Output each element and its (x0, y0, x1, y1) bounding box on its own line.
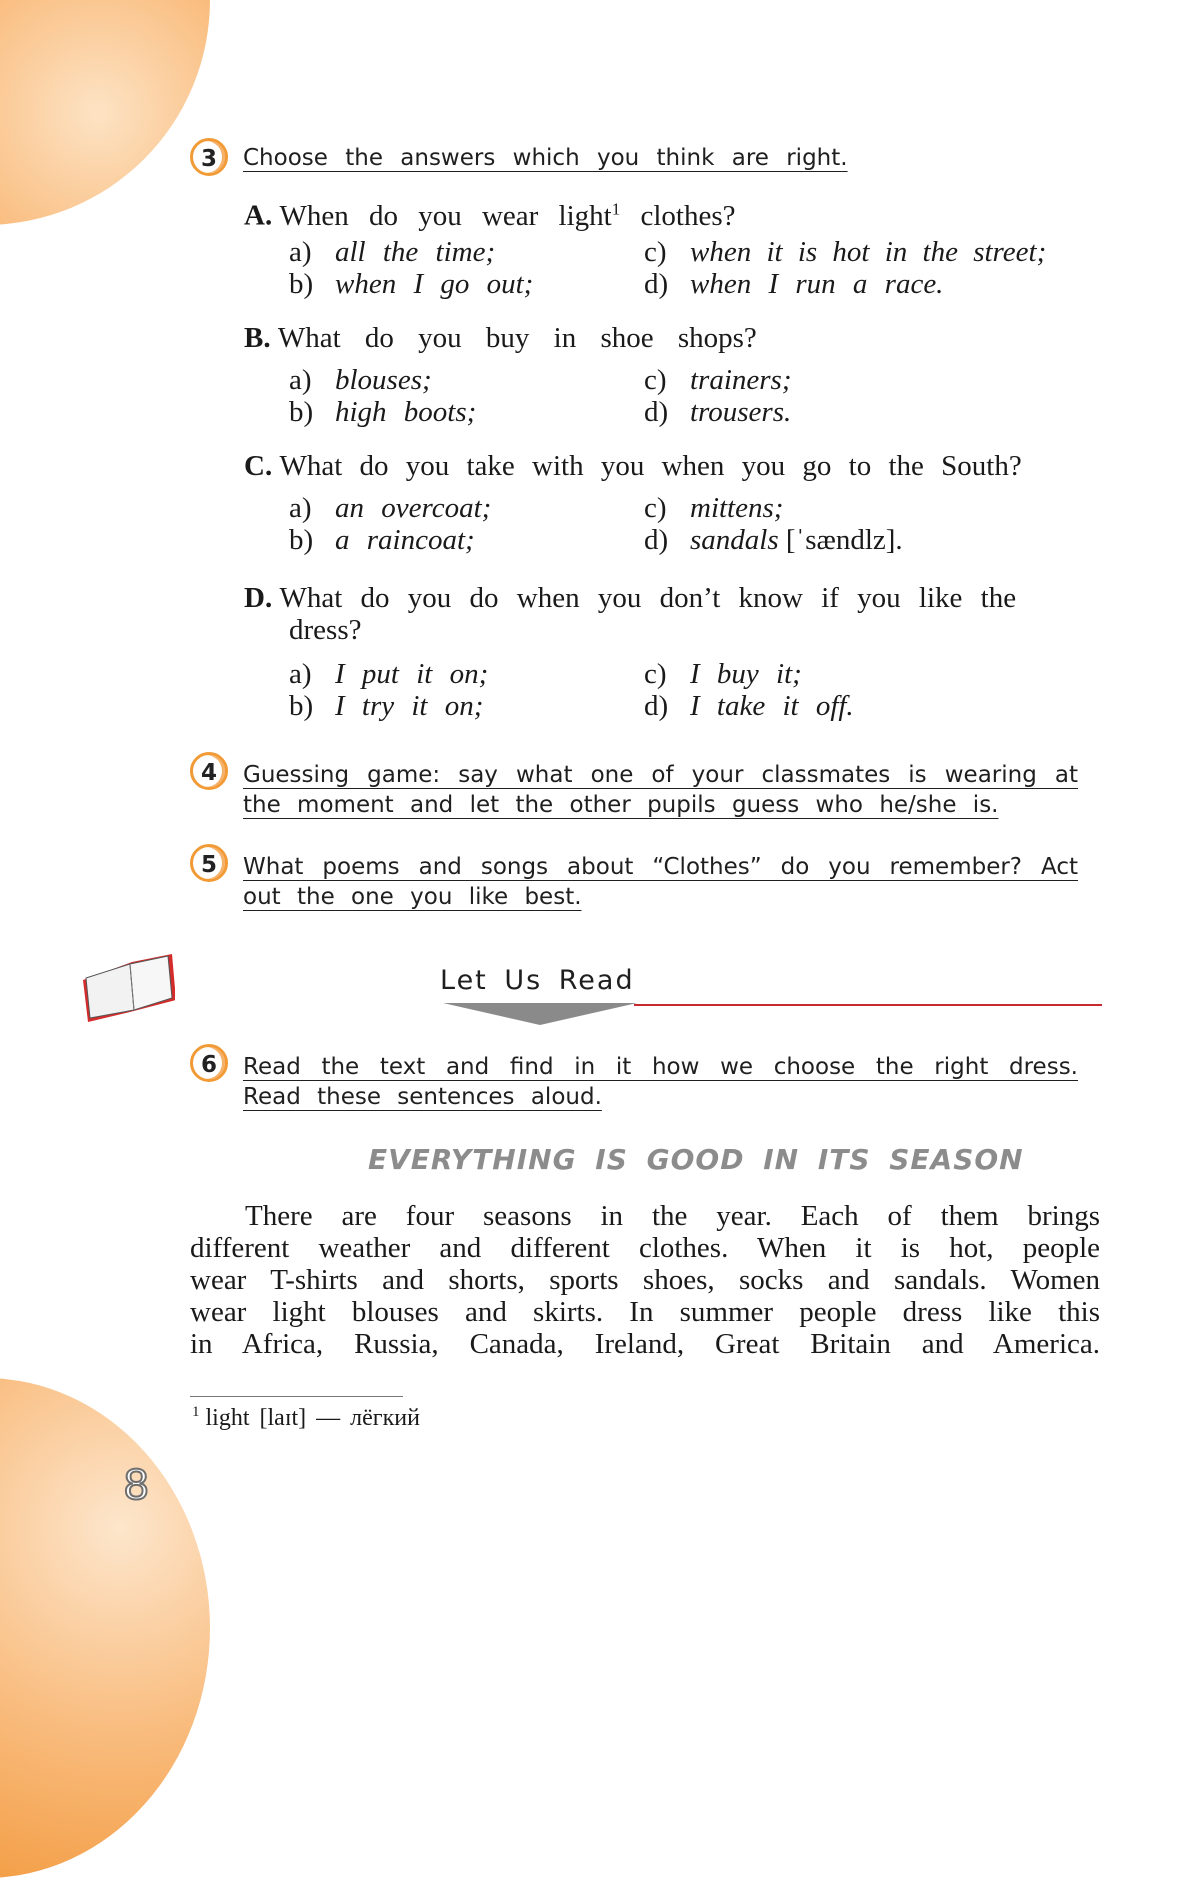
story-title: EVERYTHING IS GOOD IN ITS SEASON (368, 1143, 1024, 1176)
task-4-number-badge: 4 (190, 752, 228, 790)
task-3-number-badge: 3 (190, 138, 228, 176)
section-title: Let Us Read (440, 965, 635, 996)
question-b: B. What do you buy in shoe shops? (244, 322, 757, 354)
question-text: What do you do when you don’t know if you like the (279, 582, 1017, 614)
footnote-mark: 1 (192, 1404, 200, 1420)
question-d: D. What do you do when you don’t know if you like the dress? (244, 582, 1017, 646)
option-d-d: d) I take it off. (644, 690, 854, 722)
option-a-b: b) when I go out; (289, 268, 534, 300)
section-arrow-icon (443, 1003, 637, 1025)
question-text-line2: dress? (289, 614, 362, 646)
story-line: in Africa, Russia, Canada, Ireland, Great Britain and America. (190, 1328, 1100, 1360)
option-c-b: b) a raincoat; (289, 524, 475, 556)
section-divider (634, 1004, 1102, 1006)
option-c-c: c) mittens; (644, 492, 784, 524)
question-letter: A. (244, 199, 273, 232)
page-number: 8 (124, 1460, 149, 1509)
option-b-c: c) trainers; (644, 364, 792, 396)
task-3-instruction: Choose the answers which you think are right. (243, 145, 848, 171)
option-d-a: a) I put it on; (289, 658, 489, 690)
option-c-d: d) sandals [ˈsændlz]. (644, 524, 903, 556)
decorative-corner-bottom (0, 1378, 210, 1878)
question-c: C. What do you take with you when you go to the South? (244, 450, 1022, 482)
task-5-instruction: What poems and songs about “Clothes” do you remember? Act out the one you like best. (243, 854, 1078, 910)
footnote-divider (190, 1396, 403, 1397)
option-b-d: d) trousers. (644, 396, 792, 428)
decorative-corner-top (0, 0, 210, 225)
task-6-instruction: Read the text and find in it how we choose the right dress. Read these sentences aloud. (243, 1054, 1078, 1110)
story-line: wear T-shirts and shorts, sports shoes, socks and sandals. Women (190, 1264, 1100, 1296)
story-line: There are four seasons in the year. Each of them brings (245, 1200, 1100, 1232)
option-d-b: b) I try it on; (289, 690, 484, 722)
option-c-a: a) an overcoat; (289, 492, 492, 524)
story-text (190, 1200, 1100, 1360)
option-b-a: a) blouses; (289, 364, 432, 396)
option-a-c: c) when it is hot in the street; (644, 236, 1047, 268)
story-line: different weather and different clothes. When it is hot, people (190, 1232, 1100, 1264)
option-d-c: c) I buy it; (644, 658, 802, 690)
question-text: When do you wear light$^1$ clothes? (279, 199, 736, 232)
footnote-text: light [laɪt] — лёгкий (205, 1405, 420, 1431)
question-text: What do you buy in shoe shops? (277, 322, 757, 354)
task-6-number-badge: 6 (190, 1044, 228, 1082)
book-icon (80, 952, 175, 1027)
story-line: wear light blouses and skirts. In summer people dress like this (190, 1296, 1100, 1328)
task-5-number-badge: 5 (190, 844, 228, 882)
question-text: What do you take with you when you go to the South? (279, 450, 1022, 482)
option-a-d: d) when I run a race. (644, 268, 944, 300)
option-b-b: b) high boots; (289, 396, 477, 428)
footnote (192, 1404, 420, 1432)
task-4-instruction: Guessing game: say what one of your classmates is wearing at the moment and let the other pupils guess who he/she is. (243, 762, 1078, 818)
option-a-a: a) all the time; (289, 236, 496, 268)
question-a (244, 193, 1100, 232)
